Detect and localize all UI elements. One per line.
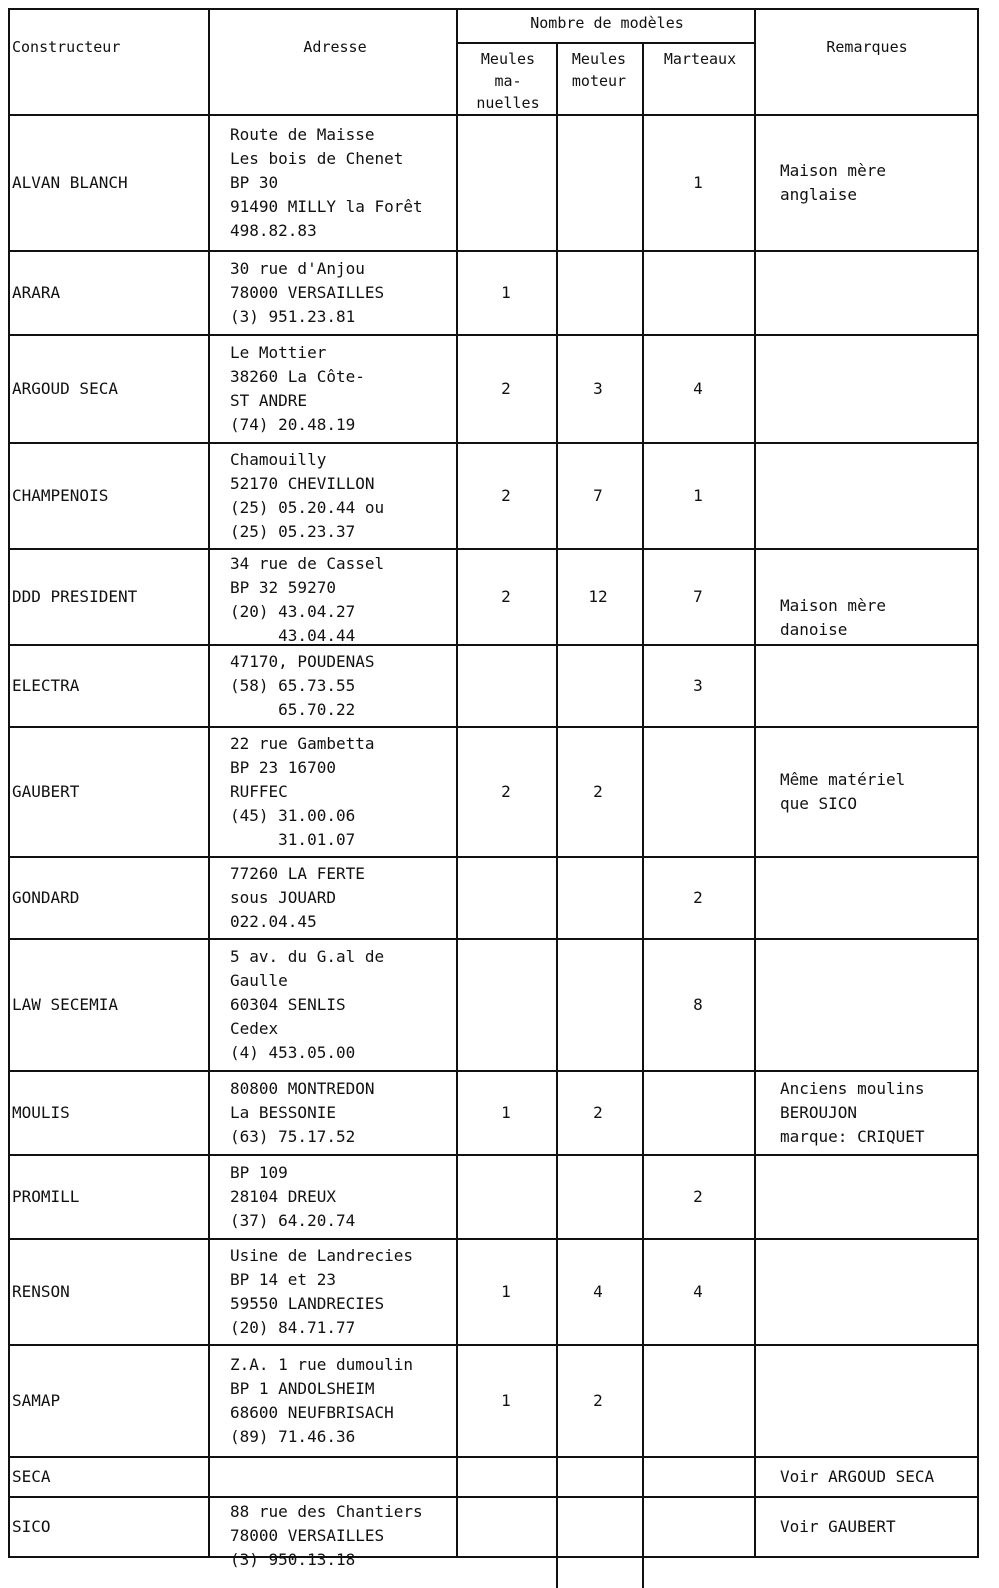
address-line: RUFFEC — [230, 782, 288, 801]
count-marteaux: 1 — [693, 173, 703, 192]
row-divider — [10, 1238, 977, 1240]
address-line: 28104 DREUX — [230, 1187, 336, 1206]
address-line: 65.70.22 — [230, 700, 356, 719]
remark-line: que SICO — [780, 794, 858, 813]
address-line: BP 23 16700 — [230, 758, 336, 777]
address-line: 78000 VERSAILLES — [230, 1526, 385, 1545]
remark-line: Voir ARGOUD SECA — [780, 1467, 935, 1486]
address-line: ST ANDRE — [230, 391, 308, 410]
row-divider — [10, 644, 977, 646]
address-line: 78000 VERSAILLES — [230, 283, 385, 302]
address-line: La BESSONIE — [230, 1103, 336, 1122]
address-line: 22 rue Gambetta — [230, 734, 375, 753]
column-divider — [754, 10, 756, 1556]
address-line: (25) 05.23.37 — [230, 522, 356, 541]
address-line: Z.A. 1 rue dumoulin — [230, 1355, 414, 1374]
address-line: Cedex — [230, 1019, 279, 1038]
row-divider — [10, 1154, 977, 1156]
manufacturer-name: GAUBERT — [12, 782, 80, 801]
address-line: Usine de Landrecies — [230, 1246, 414, 1265]
manufacturer-name: GONDARD — [12, 888, 80, 907]
header-constructeur: Constructeur — [12, 38, 121, 56]
header-meules-moteur-1: Meules — [571, 50, 627, 68]
address-line: (20) 43.04.27 — [230, 602, 356, 621]
row-divider — [10, 938, 977, 940]
count-moteur: 3 — [593, 379, 603, 398]
address-line: 30 rue d'Anjou — [230, 259, 365, 278]
address-line: 68600 NEUFBRISACH — [230, 1403, 394, 1422]
manufacturer-name: MOULIS — [12, 1103, 70, 1122]
address-line: 43.04.44 — [230, 626, 356, 645]
row-divider — [10, 442, 977, 444]
address-line: (3) 950.13.18 — [230, 1550, 356, 1569]
address-line: BP 32 59270 — [230, 578, 336, 597]
address-line: (45) 31.00.06 — [230, 806, 356, 825]
address-line: (74) 20.48.19 — [230, 415, 356, 434]
address-line: (4) 453.05.00 — [230, 1043, 356, 1062]
row-divider — [10, 1456, 977, 1458]
remark-line: danoise — [780, 620, 848, 639]
header-meules-manuelles-2: ma- — [494, 72, 522, 90]
remark-line: Maison mère — [780, 161, 886, 180]
address-line: Chamouilly — [230, 450, 327, 469]
row-divider — [10, 856, 977, 858]
count-marteaux: 2 — [693, 888, 703, 907]
row-divider — [10, 726, 977, 728]
address-line: Route de Maisse — [230, 125, 375, 144]
header-adresse: Adresse — [303, 38, 367, 56]
manufacturer-name: SECA — [12, 1467, 51, 1486]
row-divider — [10, 1070, 977, 1072]
manufacturer-name: SAMAP — [12, 1391, 61, 1410]
row-divider — [10, 1496, 977, 1498]
address-line: 80800 MONTREDON — [230, 1079, 375, 1098]
address-line: 88 rue des Chantiers — [230, 1502, 423, 1521]
header-meules-manuelles-1: Meules — [480, 50, 536, 68]
manufacturer-name: LAW SECEMIA — [12, 995, 118, 1014]
row-divider — [10, 548, 977, 550]
address-line: BP 1 ANDOLSHEIM — [230, 1379, 375, 1398]
address-line: 59550 LANDRECIES — [230, 1294, 385, 1313]
address-line: Les bois de Chenet — [230, 149, 404, 168]
address-line: 91490 MILLY la Forêt — [230, 197, 423, 216]
row-divider — [10, 334, 977, 336]
manufacturers-table — [8, 8, 979, 1569]
address-line: 52170 CHEVILLON — [230, 474, 375, 493]
count-marteaux: 4 — [693, 1282, 703, 1301]
count-manuelles: 1 — [501, 1391, 511, 1410]
address-line: Le Mottier — [230, 343, 327, 362]
address-line: Gaulle — [230, 971, 288, 990]
address-line: 60304 SENLIS — [230, 995, 346, 1014]
remark-line: Maison mère — [780, 596, 886, 615]
address-line: BP 109 — [230, 1163, 288, 1182]
address-line: (25) 05.20.44 ou — [230, 498, 385, 517]
manufacturer-name: PROMILL — [12, 1187, 80, 1206]
count-moteur: 4 — [593, 1282, 603, 1301]
header-meules-manuelles-3: nuelles — [476, 94, 540, 112]
header-marteaux: Marteaux — [663, 50, 737, 68]
manufacturer-name: RENSON — [12, 1282, 70, 1301]
count-marteaux: 4 — [693, 379, 703, 398]
count-manuelles: 2 — [501, 379, 511, 398]
count-moteur: 7 — [593, 486, 603, 505]
manufacturer-name: SICO — [12, 1517, 51, 1536]
count-manuelles: 2 — [501, 782, 511, 801]
count-moteur: 2 — [593, 1391, 603, 1410]
address-line: 022.04.45 — [230, 912, 317, 931]
row-divider — [10, 114, 977, 116]
remark-line: Anciens moulins — [780, 1079, 925, 1098]
count-manuelles: 1 — [501, 1103, 511, 1122]
count-manuelles: 2 — [501, 486, 511, 505]
manufacturer-name: ARARA — [12, 283, 61, 302]
address-line: sous JOUARD — [230, 888, 336, 907]
address-line: (58) 65.73.55 — [230, 676, 356, 695]
manufacturer-name: ELECTRA — [12, 676, 80, 695]
count-moteur: 12 — [588, 587, 608, 606]
column-divider — [642, 42, 644, 1588]
header-remarques: Remarques — [826, 38, 908, 56]
count-manuelles: 1 — [501, 1282, 511, 1301]
row-divider — [10, 1344, 977, 1346]
count-marteaux: 2 — [693, 1187, 703, 1206]
address-line: (20) 84.71.77 — [230, 1318, 356, 1337]
remark-line: marque: CRIQUET — [780, 1127, 925, 1146]
header-nombre-de-modeles: Nombre de modèles — [530, 14, 684, 32]
address-line: 47170, POUDENAS — [230, 652, 375, 671]
address-line: (89) 71.46.36 — [230, 1427, 356, 1446]
column-divider — [556, 42, 558, 1588]
count-moteur: 2 — [593, 1103, 603, 1122]
count-manuelles: 1 — [501, 283, 511, 302]
address-line: (63) 75.17.52 — [230, 1127, 356, 1146]
header-subdivider — [456, 42, 754, 44]
count-manuelles: 2 — [501, 587, 511, 606]
address-line: 38260 La Côte- — [230, 367, 365, 386]
count-marteaux: 1 — [693, 486, 703, 505]
address-line: BP 30 — [230, 173, 279, 192]
remark-line: Voir GAUBERT — [780, 1517, 896, 1536]
count-moteur: 2 — [593, 782, 603, 801]
address-line: BP 14 et 23 — [230, 1270, 336, 1289]
column-divider — [208, 10, 210, 1556]
count-marteaux: 7 — [693, 587, 703, 606]
count-marteaux: 8 — [693, 995, 703, 1014]
remark-line: anglaise — [780, 185, 858, 204]
address-line: 31.01.07 — [230, 830, 356, 849]
address-line: 498.82.83 — [230, 221, 317, 240]
row-divider — [10, 250, 977, 252]
remark-line: Même matériel — [780, 770, 906, 789]
address-line: 34 rue de Cassel — [230, 554, 385, 573]
address-line: 77260 LA FERTE — [230, 864, 365, 883]
remark-line: BEROUJON — [780, 1103, 858, 1122]
header-meules-moteur-2: moteur — [571, 72, 627, 90]
manufacturer-name: DDD PRESIDENT — [12, 587, 138, 606]
manufacturer-name: ALVAN BLANCH — [12, 173, 128, 192]
address-line: (3) 951.23.81 — [230, 307, 356, 326]
address-line: 5 av. du G.al de — [230, 947, 385, 966]
manufacturer-name: CHAMPENOIS — [12, 486, 109, 505]
manufacturer-name: ARGOUD SECA — [12, 379, 118, 398]
count-marteaux: 3 — [693, 676, 703, 695]
address-line: (37) 64.20.74 — [230, 1211, 356, 1230]
